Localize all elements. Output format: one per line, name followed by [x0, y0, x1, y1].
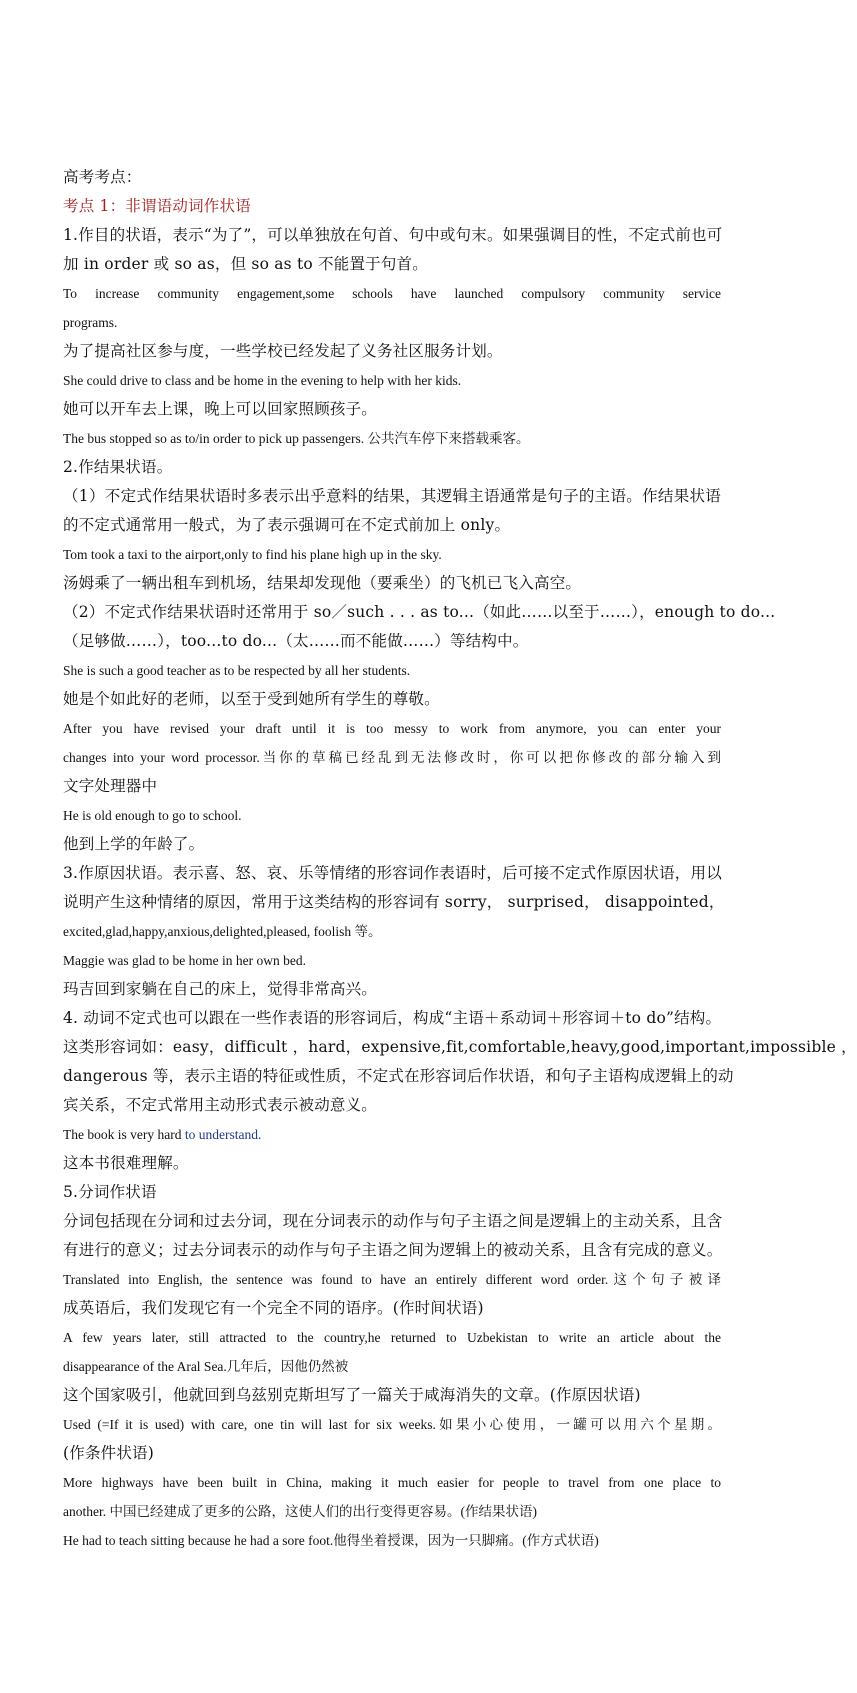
- line-text: Translated into English, the sentence was found to have an entirely different word order.这个句子被译: [63, 1272, 721, 1287]
- line-text: 汤姆乘了一辆出租车到机场，结果却发现他（要乘坐）的飞机已飞入高空。: [63, 574, 582, 592]
- text-line: [63, 946, 721, 975]
- text-line: [63, 656, 721, 685]
- text-line: [63, 540, 721, 569]
- text-line: [63, 801, 721, 830]
- line-text: The bus stopped so as to/in order to pick up passengers. 公共汽车停下来搭载乘客。: [63, 431, 530, 446]
- text-line: [63, 1352, 721, 1381]
- text-line: [63, 453, 721, 482]
- text-line: [63, 279, 721, 308]
- text-line: [63, 1468, 721, 1497]
- line-text: A few years later, still attracted to the country,he returned to Uzbekistan to write an article about the: [63, 1330, 721, 1345]
- text-line: [63, 1497, 721, 1526]
- text-line: [63, 598, 776, 627]
- line-text: 他到上学的年龄了。: [63, 835, 205, 853]
- text-line: [63, 250, 721, 279]
- text-line: [63, 830, 721, 859]
- line-text: After you have revised your draft until it is too messy to work from anymore, you can enter your: [63, 721, 721, 736]
- text-line: [63, 888, 725, 917]
- text-line: [63, 1149, 721, 1178]
- text-line: [63, 1120, 721, 1149]
- line-text: programs.: [63, 315, 118, 330]
- text-line: [63, 1439, 721, 1468]
- line-text: disappearance of the Aral Sea.几年后，因他仍然被: [63, 1359, 349, 1374]
- line-text: 这类形容词如：easy，difficult ，hard，expensive,fit,comfortable,heavy,good,important,impossible ，: [63, 1038, 857, 1056]
- text-line: [63, 337, 721, 366]
- text-line: [63, 482, 721, 511]
- line-text: 5.分词作状语: [63, 1183, 157, 1201]
- line-text: More highways have been built in China, making it much easier for people to travel from one place to: [63, 1475, 721, 1490]
- line-text: 她是个如此好的老师，以至于受到她所有学生的尊敬。: [63, 690, 440, 708]
- line-text: (作条件状语): [63, 1444, 154, 1462]
- line-text: 有进行的意义；过去分词表示的动作与句子主语之间为逻辑上的被动关系，且含有完成的意义。: [63, 1241, 723, 1259]
- text-line: [63, 627, 721, 656]
- line-text: 宾关系，不定式常用主动形式表示被动意义。: [63, 1096, 378, 1114]
- text-line: [63, 569, 721, 598]
- text-line: [63, 1004, 721, 1033]
- text-line: [63, 975, 721, 1004]
- line-text: 4. 动词不定式也可以跟在一些作表语的形容词后，构成“主语＋系动词＋形容词＋to do”结构。: [63, 1009, 722, 1027]
- text-line: [63, 308, 721, 337]
- line-text: changes into your word processor.当你的草稿已经乱到无法修改时，你可以把你修改的部分输入到: [63, 750, 721, 765]
- line-text: 这个国家吸引，他就回到乌兹别克斯坦写了一篇关于咸海消失的文章。(作原因状语): [63, 1386, 641, 1404]
- text-line: [63, 1526, 721, 1555]
- text-line: [63, 366, 721, 395]
- line-text: （1）不定式作结果状语时多表示出乎意料的结果，其逻辑主语通常是句子的主语。作结果状语: [63, 487, 721, 505]
- text-line: [63, 685, 721, 714]
- line-text: 高考考点：: [63, 168, 142, 186]
- line-text: 的不定式通常用一般式，为了表示强调可在不定式前加上 only。: [63, 516, 511, 534]
- line-text: 她可以开车去上课，晚上可以回家照顾孩子。: [63, 400, 378, 418]
- line-text: another. 中国已经建成了更多的公路，这使人们的出行变得更容易。(作结果状语): [63, 1504, 537, 1519]
- text-line: [63, 163, 721, 192]
- line-text: Used (=If it is used) with care, one tin will last for six weeks.如果小心使用，一罐可以用六个星期。: [63, 1417, 721, 1432]
- line-text: 这本书很难理解。: [63, 1154, 189, 1172]
- text-line: [63, 917, 721, 946]
- text-line: [63, 1178, 721, 1207]
- line-text: 玛吉回到家躺在自己的床上，觉得非常高兴。: [63, 980, 378, 998]
- line-text: 加 in order 或 so as，但 so as to 不能置于句首。: [63, 255, 428, 273]
- line-text: dangerous 等，表示主语的特征或性质，不定式在形容词后作状语，和句子主语构成逻辑上的动: [63, 1067, 734, 1085]
- text-line: [63, 221, 721, 250]
- line-text: 成英语后，我们发现它有一个完全不同的语序。(作时间状语): [63, 1299, 484, 1317]
- text-line: [63, 1091, 721, 1120]
- line-text: （2）不定式作结果状语时还常用于 so／such . . . as to...（如此……以至于……），enough to do...: [63, 603, 776, 621]
- line-text: 2.作结果状语。: [63, 458, 173, 476]
- text-line: [63, 192, 721, 221]
- text-line: [63, 1323, 721, 1352]
- line-text: Maggie was glad to be home in her own bed.: [63, 953, 306, 968]
- line-text: 考点 1：非谓语动词作状语: [63, 197, 251, 215]
- text-line: [63, 1062, 734, 1091]
- line-text: excited,glad,happy,anxious,delighted,pleased, foolish 等。: [63, 924, 382, 939]
- text-line: [63, 1265, 721, 1294]
- text-line: [63, 743, 721, 772]
- text-line: [63, 772, 721, 801]
- text-line: [63, 714, 721, 743]
- line-text: To increase community engagement,some schools have launched compulsory community service: [63, 286, 721, 301]
- line-text: 3.作原因状语。表示喜、怒、哀、乐等情绪的形容词作表语时，后可接不定式作原因状语，用以: [63, 864, 722, 882]
- text-line: [63, 1410, 721, 1439]
- line-text: 文字处理器中: [63, 777, 158, 795]
- line-text: He had to teach sitting because he had a sore foot.他得坐着授课，因为一只脚痛。(作方式状语): [63, 1533, 599, 1548]
- text-line: [63, 424, 721, 453]
- line-text: He is old enough to go to school.: [63, 808, 242, 823]
- line-text: She could drive to class and be home in the evening to help with her kids.: [63, 373, 462, 388]
- line-text: Tom took a taxi to the airport,only to find his plane high up in the sky.: [63, 547, 442, 562]
- line-highlight: to understand.: [184, 1127, 262, 1142]
- line-text: She is such a good teacher as to be respected by all her students.: [63, 663, 411, 678]
- line-text: 分词包括现在分词和过去分词，现在分词表示的动作与句子主语之间是逻辑上的主动关系，且含: [63, 1212, 723, 1230]
- text-line: [63, 1236, 721, 1265]
- line-text: 1.作目的状语，表示“为了”，可以单独放在句首、句中或句末。如果强调目的性，不定式前也可: [63, 226, 723, 244]
- text-line: [63, 1207, 721, 1236]
- text-line: [63, 1033, 857, 1062]
- text-line: [63, 859, 721, 888]
- text-line: [63, 1294, 721, 1323]
- line-text: （足够做……），too...to do...（太……而不能做……）等结构中。: [63, 632, 529, 650]
- line-text: The book is very hard: [63, 1127, 185, 1142]
- text-line: [63, 511, 721, 540]
- text-line: [63, 1381, 721, 1410]
- text-line: [63, 395, 721, 424]
- line-text: 说明产生这种情绪的原因，常用于这类结构的形容词有 sorry， surprised， disappointed，: [63, 893, 725, 911]
- line-text: 为了提高社区参与度，一些学校已经发起了义务社区服务计划。: [63, 342, 503, 360]
